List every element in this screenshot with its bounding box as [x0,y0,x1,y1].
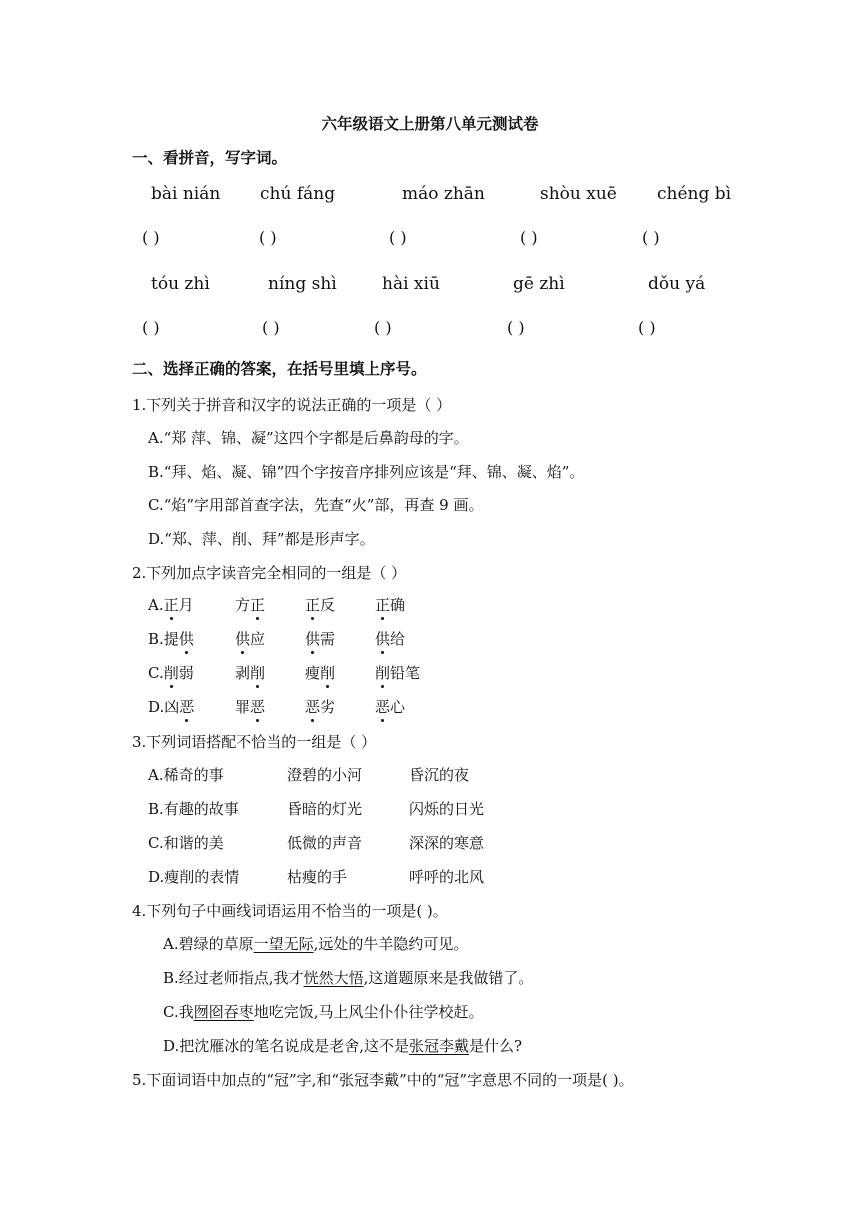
emphasis-dot-char: 削 [250,664,266,682]
underlined-idiom: 一望无际 [253,935,314,953]
question-3-option-d [148,866,648,888]
question-1-stem: 1.下列关于拼音和汉字的说法正确的一项是（ ） [132,396,452,414]
answer-bracket[interactable]: ( ) [507,318,525,337]
phrase: 昏沉的夜 [409,766,470,784]
question-2-option-a [148,594,648,616]
pinyin-item: tóu zhì [151,274,210,294]
pinyin-item: shòu xuē [540,184,617,204]
emphasis-dot-char: 恶 [375,698,391,716]
question-3-option-c [148,832,648,854]
underlined-idiom: 恍然大悟 [303,969,364,987]
emphasis-dot-char: 正 [163,596,179,614]
option-label: A. [148,596,164,614]
answer-bracket[interactable]: ( ) [142,318,160,337]
phrase: 枯瘦的手 [287,868,348,886]
option-label: B. [148,630,164,648]
pinyin-item: chéng bì [657,184,732,204]
question-4-stem: 4.下列句子中画线词语运用不恰当的一项是( )。 [132,902,448,920]
question-2-option-d [148,696,648,718]
option-label: C. [148,664,164,682]
question-2-option-c [148,662,648,684]
dotted-word: 恶劣 [305,698,336,716]
question-4-option-c [163,1001,484,1022]
emphasis-dot-char: 削 [320,664,336,682]
option-label: D. [148,698,165,716]
dotted-word: 剥削 [235,664,266,682]
question-4-option-d [163,1035,522,1056]
sentence-part: C.我 [163,1003,194,1021]
sentence-part: ,这道题原来是我做错了。 [363,969,534,987]
emphasis-dot-char: 削 [163,664,179,682]
emphasis-dot-char: 正 [305,596,321,614]
pinyin-item: dǒu yá [648,274,706,294]
page-title: 六年级语文上册第八单元测试卷 [321,115,539,133]
answer-bracket[interactable]: ( ) [520,228,538,247]
sentence-part: A.碧绿的草原 [163,935,254,953]
phrase: A.稀奇的事 [148,766,224,784]
dotted-word: 削铅笔 [375,664,421,682]
phrase: 低微的声音 [287,834,363,852]
answer-bracket[interactable]: ( ) [259,228,277,247]
phrase: 澄碧的小河 [287,766,363,784]
answer-bracket[interactable]: ( ) [389,228,407,247]
answer-row-1 [0,228,860,258]
answer-bracket[interactable]: ( ) [142,228,160,247]
pinyin-item: hài xiū [382,274,440,294]
sentence-part: B.经过老师指点,我才 [163,969,304,987]
phrase: D.瘦削的表情 [148,868,240,886]
pinyin-item: máo zhān [402,184,485,204]
dotted-word: 供需 [305,630,336,648]
emphasis-dot-char: 恶 [250,698,266,716]
phrase: 昏暗的灯光 [287,800,363,818]
dotted-word: 瘦削 [305,664,336,682]
pinyin-item: chú fáng [260,184,336,204]
answer-row-2 [0,318,860,348]
phrase: 深深的寒意 [409,834,485,852]
emphasis-dot-char: 供 [375,630,391,648]
question-4-option-a [163,933,468,954]
underlined-idiom: 囫囵吞枣 [193,1003,254,1021]
emphasis-dot-char: 削 [375,664,391,682]
emphasis-dot-char: 供 [305,630,321,648]
dotted-word: 恶心 [375,698,406,716]
question-1-option-d: D.“郑、萍、削、拜”都是形声字。 [148,530,375,548]
pinyin-item: bài nián [151,184,221,204]
phrase: 呼呼的北风 [409,868,485,886]
dotted-word: 正确 [375,596,406,614]
dotted-word: 方正 [235,596,266,614]
emphasis-dot-char: 正 [375,596,391,614]
pinyin-row-2 [0,274,860,304]
question-2-stem: 2.下列加点字读音完全相同的一组是（ ） [132,564,407,582]
question-3-option-b [148,798,648,820]
sentence-part: 地吃完饭,马上风尘仆仆往学校赶。 [253,1003,484,1021]
question-2-option-b [148,628,648,650]
pinyin-row-1 [0,184,860,214]
question-4-option-b [163,967,533,988]
sentence-part: D.把沈雁冰的笔名说成是老舍,这不是 [163,1037,410,1055]
emphasis-dot-char: 供 [178,630,194,648]
sentence-part: ,远处的牛羊隐约可见。 [313,935,469,953]
dotted-word: 供给 [375,630,406,648]
question-1-option-b: B.“拜、焰、凝、锦”四个字按音序排列应该是“拜、锦、凝、焰”。 [148,463,585,481]
emphasis-dot-char: 正 [250,596,266,614]
answer-bracket[interactable]: ( ) [374,318,392,337]
underlined-idiom: 张冠李戴 [409,1037,470,1055]
section-2-heading: 二、选择正确的答案，在括号里填上序号。 [132,360,427,378]
section-1-heading: 一、看拼音，写字词。 [132,149,288,167]
emphasis-dot-char: 供 [235,630,251,648]
phrase: B.有趣的故事 [148,800,239,818]
dotted-word: B.提供 [148,630,194,648]
pinyin-item: níng shì [268,274,337,294]
question-5-stem: 5.下面词语中加点的“冠”字,和“张冠李戴”中的“冠”字意思不同的一项是( )。 [132,1071,634,1089]
phrase: C.和谐的美 [148,834,224,852]
dotted-word: 罪恶 [235,698,266,716]
sentence-part: 是什么? [469,1037,523,1055]
question-1-option-c: C.“焰”字用部首查字法，先查“火”部，再查 9 画。 [148,496,484,514]
question-3-stem: 3.下列词语搭配不恰当的一组是（ ） [132,733,377,751]
question-1-option-a: A.“郑 萍、锦、凝”这四个字都是后鼻韵母的字。 [148,429,469,447]
dotted-word: D.凶恶 [148,698,195,716]
emphasis-dot-char: 恶 [179,698,195,716]
question-3-option-a [148,764,648,786]
dotted-word: 供应 [235,630,266,648]
dotted-word: 正反 [305,596,336,614]
dotted-word: C.削弱 [148,664,194,682]
emphasis-dot-char: 恶 [305,698,321,716]
pinyin-item: gē zhì [513,274,565,294]
dotted-word: A.正月 [148,596,194,614]
answer-bracket[interactable]: ( ) [642,228,660,247]
answer-bracket[interactable]: ( ) [262,318,280,337]
answer-bracket[interactable]: ( ) [638,318,656,337]
phrase: 闪烁的日光 [409,800,485,818]
